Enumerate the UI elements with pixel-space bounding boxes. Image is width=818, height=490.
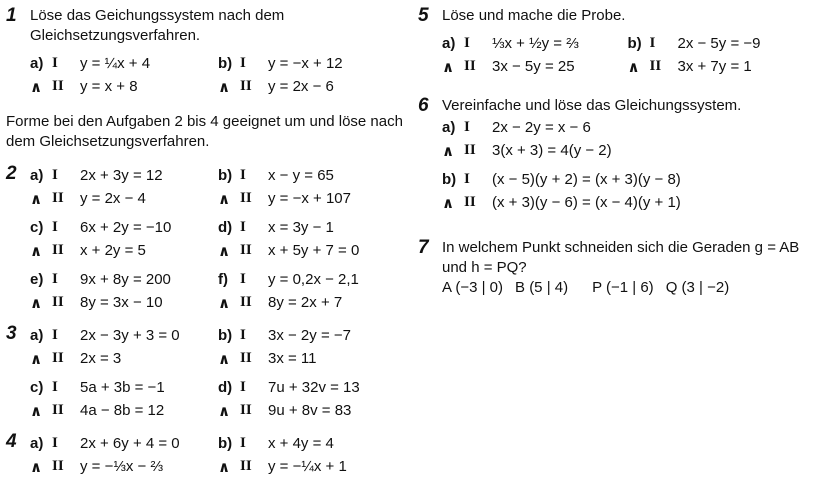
- roman-1: I: [240, 379, 246, 395]
- equation-2: y = 2x − 4: [80, 190, 146, 207]
- roman-2: II: [52, 458, 64, 474]
- subtask-label: a): [442, 119, 456, 136]
- subtask-b: [628, 32, 814, 78]
- equation-2: x + 5y + 7 = 0: [268, 242, 360, 259]
- roman-1: I: [240, 55, 246, 71]
- subtask-e: [30, 268, 218, 314]
- task-1: [6, 6, 406, 104]
- roman-2: II: [52, 402, 64, 418]
- task-7: [418, 238, 813, 298]
- roman-2: II: [464, 58, 476, 74]
- roman-1: I: [52, 379, 58, 395]
- subtask-label: d): [218, 219, 233, 236]
- equation-2: y = 2x − 6: [268, 78, 334, 95]
- subtask-a: [30, 52, 218, 98]
- equation-grid: [6, 52, 406, 104]
- roman-2: II: [240, 190, 252, 206]
- subtask-a: [442, 32, 628, 78]
- subtask-label: a): [30, 167, 44, 184]
- and-symbol: ∧: [30, 78, 43, 96]
- equation-2: 3x − 5y = 25: [492, 58, 575, 75]
- equation-2: x + 2y = 5: [80, 242, 146, 259]
- equation-1: 6x + 2y = −10: [80, 219, 172, 236]
- equation-1: 5a + 3b = −1: [80, 379, 165, 396]
- equation-2: 8y = 2x + 7: [268, 294, 343, 311]
- equation-1: (x − 5)(y + 2) = (x + 3)(y − 8): [492, 171, 681, 188]
- subtask-d: [218, 376, 406, 422]
- equation-2: y = −¼x + 1: [268, 458, 347, 475]
- left-column: [6, 0, 406, 484]
- task-number: 3: [6, 323, 17, 344]
- roman-1: I: [649, 35, 656, 51]
- roman-1: I: [464, 171, 470, 187]
- task-number: 1: [6, 5, 17, 26]
- and-symbol: ∧: [30, 350, 43, 368]
- equation-1: 2x − 5y = −9: [677, 35, 761, 52]
- subtask-a: [30, 324, 218, 370]
- equation-grid: [6, 164, 406, 320]
- subtask-label: b): [218, 167, 233, 184]
- subtask-b: [218, 52, 406, 98]
- and-symbol: ∧: [30, 458, 43, 476]
- roman-2: II: [240, 350, 252, 366]
- subtask-label: a): [30, 435, 44, 452]
- task-5: [418, 6, 813, 84]
- roman-1: I: [464, 35, 470, 51]
- task-text: Löse das Geichungssystem nach dem Gleichsetzungsverfahren.: [30, 7, 285, 44]
- equation-2: 9u + 8v = 83: [268, 402, 352, 419]
- task-number: 7: [418, 237, 429, 258]
- equation-2: 3x + 7y = 1: [677, 58, 752, 75]
- and-symbol: ∧: [30, 294, 43, 312]
- task-number: 6: [418, 95, 429, 116]
- equation-grid: [6, 432, 406, 484]
- and-symbol: ∧: [218, 78, 231, 96]
- roman-2: II: [52, 190, 64, 206]
- right-column: [418, 0, 813, 298]
- equation-2: 3x = 11: [268, 350, 317, 367]
- point-a: A (−3 | 0): [442, 279, 504, 296]
- subtask-label: b): [627, 35, 642, 52]
- equation-1: x − y = 65: [268, 167, 334, 184]
- and-symbol: ∧: [627, 58, 640, 76]
- and-symbol: ∧: [30, 402, 43, 420]
- subtask-b: [218, 164, 406, 210]
- and-symbol: ∧: [218, 190, 231, 208]
- equation-1: 2x − 3y + 3 = 0: [80, 327, 180, 344]
- equation-2: y = x + 8: [80, 78, 138, 95]
- subtask-a: [442, 116, 813, 162]
- roman-1: I: [240, 219, 246, 235]
- task-4: [6, 432, 406, 484]
- task-text: Vereinfache und löse das Gleichungssystem.: [442, 97, 742, 114]
- equation-1: y = 0,2x − 2,1: [268, 271, 359, 288]
- roman-1: I: [240, 435, 246, 451]
- roman-1: I: [240, 167, 246, 183]
- subtask-b: [442, 168, 813, 214]
- subtask-label: e): [30, 271, 44, 288]
- equation-1: 3x − 2y = −7: [268, 327, 351, 344]
- roman-1: I: [240, 271, 246, 287]
- equation-2: 4a − 8b = 12: [80, 402, 165, 419]
- task-number: 5: [418, 5, 429, 26]
- equation-2: 3(x + 3) = 4(y − 2): [492, 142, 612, 159]
- task-text: Löse und mache die Probe.: [442, 7, 626, 24]
- roman-2: II: [240, 458, 252, 474]
- equation-1: 2x + 3y = 12: [80, 167, 163, 184]
- roman-2: II: [464, 194, 476, 210]
- intro-text: Forme bei den Aufgaben 2 bis 4 geeignet um und löse nach dem Gleichsetzungsverfahren.: [6, 113, 403, 150]
- equation-1: 2x − 2y = x − 6: [492, 119, 591, 136]
- subtask-label: c): [30, 379, 44, 396]
- roman-2: II: [464, 142, 476, 158]
- equation-1: y = −x + 12: [268, 55, 343, 72]
- subtask-a: [30, 164, 218, 210]
- subtask-label: b): [442, 171, 457, 188]
- and-symbol: ∧: [442, 142, 455, 160]
- task-6: [418, 96, 813, 220]
- subtask-label: a): [30, 55, 44, 72]
- subtask-label: d): [218, 379, 233, 396]
- equation-2: y = −x + 107: [268, 190, 351, 207]
- and-symbol: ∧: [442, 194, 455, 212]
- equation-grid: [418, 116, 813, 220]
- roman-1: I: [52, 55, 58, 71]
- point-q: Q (3 | −2): [665, 279, 730, 296]
- roman-2: II: [649, 58, 662, 74]
- task-text: In welchem Punkt schneiden sich die Geraden g = AB und h = PQ?: [442, 239, 800, 276]
- and-symbol: ∧: [30, 242, 43, 260]
- subtask-c: [30, 376, 218, 422]
- equation-1: 9x + 8y = 200: [80, 271, 171, 288]
- equation-2: 2x = 3: [80, 350, 122, 367]
- subtask-label: a): [442, 35, 456, 52]
- subtask-d: [218, 216, 406, 262]
- task-number: 4: [6, 431, 17, 452]
- and-symbol: ∧: [218, 242, 231, 260]
- and-symbol: ∧: [218, 402, 231, 420]
- subtask-label: b): [218, 435, 233, 452]
- subtask-label: c): [30, 219, 44, 236]
- equation-1: ⅓x + ½y = ⅔: [492, 35, 579, 52]
- roman-1: I: [52, 167, 58, 183]
- subtask-a: [30, 432, 218, 478]
- roman-1: I: [52, 435, 58, 451]
- equation-1: 7u + 32v = 13: [268, 379, 360, 396]
- and-symbol: ∧: [218, 350, 231, 368]
- equation-1: x = 3y − 1: [268, 219, 334, 236]
- subtask-b: [218, 324, 406, 370]
- roman-2: II: [52, 78, 64, 94]
- roman-2: II: [52, 294, 64, 310]
- equation-2: (x + 3)(y − 6) = (x − 4)(y + 1): [492, 194, 681, 211]
- roman-2: II: [240, 242, 252, 258]
- roman-2: II: [52, 242, 64, 258]
- and-symbol: ∧: [218, 458, 231, 476]
- equation-1: 2x + 6y + 4 = 0: [80, 435, 180, 452]
- roman-1: I: [52, 271, 58, 287]
- subtask-label: b): [218, 327, 233, 344]
- task-3: [6, 324, 406, 428]
- roman-1: I: [52, 327, 58, 343]
- equation-1: x + 4y = 4: [268, 435, 334, 452]
- subtask-label: a): [30, 327, 44, 344]
- point-list: [418, 278, 813, 298]
- point-p: P (−1 | 6): [592, 279, 654, 296]
- roman-2: II: [52, 350, 64, 366]
- and-symbol: ∧: [442, 58, 455, 76]
- roman-1: I: [464, 119, 470, 135]
- subtask-f: [218, 268, 406, 314]
- point-b: B (5 | 4): [515, 279, 569, 296]
- equation-1: y = ¼x + 4: [80, 55, 151, 72]
- task-number: 2: [6, 163, 17, 184]
- equation-grid: [418, 32, 813, 84]
- subtask-label: f): [218, 271, 228, 288]
- roman-2: II: [240, 402, 252, 418]
- roman-1: I: [240, 327, 246, 343]
- equation-2: 8y = 3x − 10: [80, 294, 163, 311]
- roman-1: I: [52, 219, 58, 235]
- and-symbol: ∧: [30, 190, 43, 208]
- subtask-label: b): [218, 55, 233, 72]
- roman-2: II: [240, 78, 252, 94]
- and-symbol: ∧: [218, 294, 231, 312]
- subtask-c: [30, 216, 218, 262]
- subtask-b: [218, 432, 406, 478]
- equation-2: y = −⅓x − ⅔: [80, 458, 163, 475]
- roman-2: II: [240, 294, 252, 310]
- equation-grid: [6, 324, 406, 428]
- task-2: [6, 164, 406, 320]
